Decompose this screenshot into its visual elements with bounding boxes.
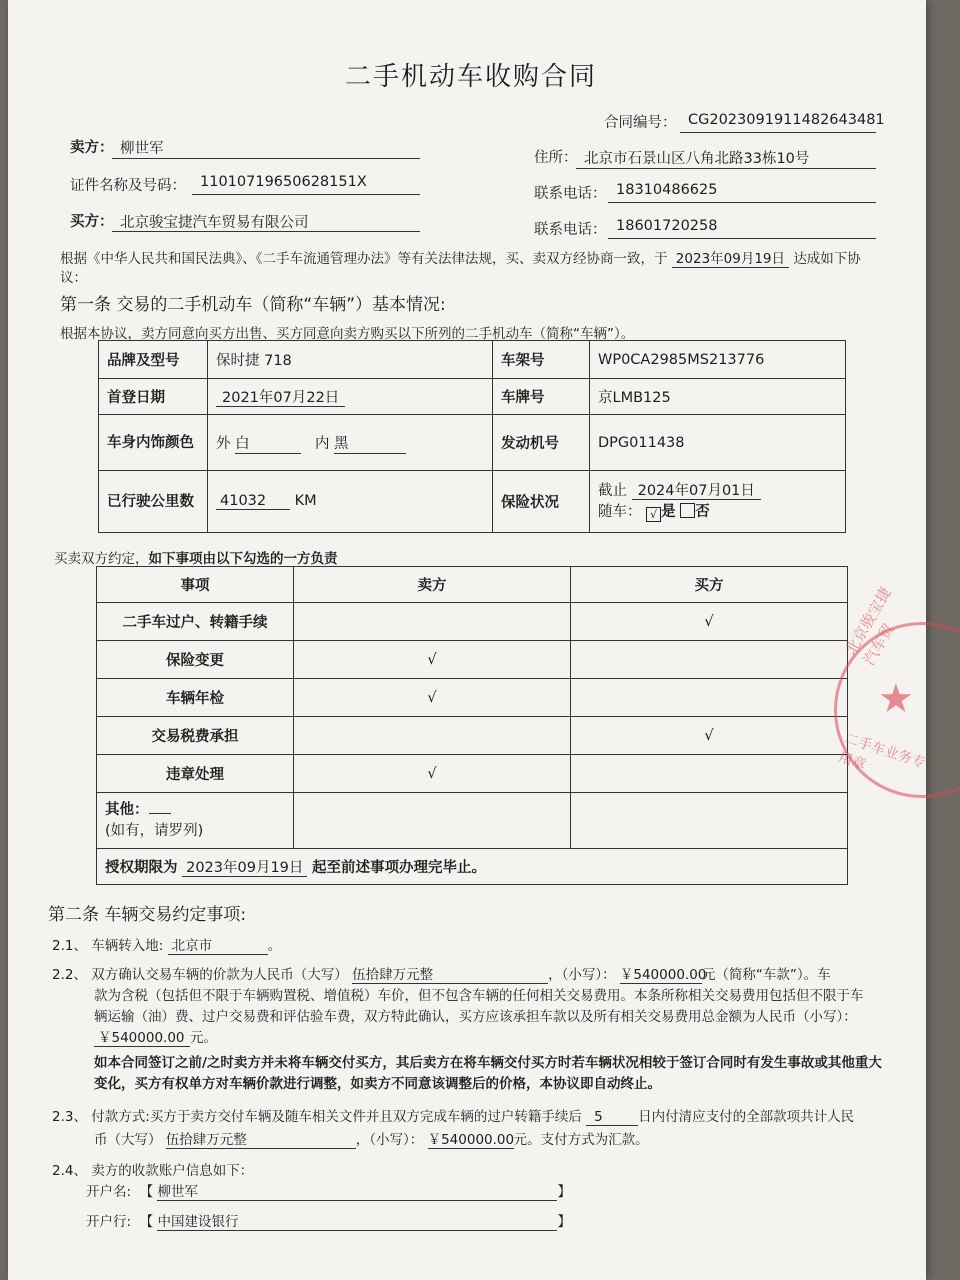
phone2-label: 联系电话： bbox=[534, 222, 607, 238]
insurance-date: 2024年07月01日 bbox=[632, 483, 761, 500]
plate-label: 车牌号 bbox=[493, 379, 590, 415]
account-name: 柳世军 bbox=[157, 1180, 557, 1201]
section-2-3-line2: 币（大写） 伍拾肆万元整 ，（小写）： ￥540000.00元。支付方式为汇款。 bbox=[94, 1128, 649, 1149]
brand-value: 保时捷 718 bbox=[208, 341, 493, 379]
other-hint: (如有，请罗列) bbox=[105, 822, 204, 839]
section-2-1: 2.1、 车辆转入地: 北京市 。 bbox=[52, 934, 281, 955]
bank-row: 开户行: 【 中国建设银行 】 bbox=[86, 1210, 571, 1231]
seller-label: 卖方： bbox=[70, 140, 114, 156]
total-amount: ￥540000.00 bbox=[94, 1026, 190, 1047]
reg-label: 首登日期 bbox=[99, 379, 208, 415]
stamp-text-bottom: 二手车业务专用章 bbox=[836, 730, 928, 774]
phone1-label: 联系电话： bbox=[534, 186, 607, 202]
reg-value: 2021年07月22日 bbox=[216, 390, 345, 407]
id-doc-value: 11010719650628151X bbox=[200, 174, 367, 190]
article1-desc: 根据本协议，卖方同意向买方出售、买方同意向卖方购买以下所列的二手机动车（简称“车辆”）。 bbox=[60, 326, 635, 342]
table-row: 二手车过户、转籍手续 √ bbox=[97, 603, 848, 641]
contract-no-label: 合同编号： bbox=[604, 115, 677, 131]
section-2-2-line4: ￥540000.00 元。 bbox=[94, 1026, 217, 1047]
table-row: 交易税费承担 √ bbox=[97, 717, 848, 755]
vin-value: WP0CA2985MS213776 bbox=[590, 341, 846, 379]
responsibility-table bbox=[96, 566, 848, 885]
price-adjust-clause: 如本合同签订之前/之时卖方并未将车辆交付买方，其后卖方在将车辆交付买方时若车辆状况相较于签订合同时有发生事故或其他重大变化，买方有权单方对车辆价款进行调整，如卖方不同意该调整后的价格，本协议即自动终止。 bbox=[94, 1055, 882, 1092]
account-name-row: 开户名: 【 柳世军 】 bbox=[86, 1180, 571, 1201]
plate-value: 京LMB125 bbox=[590, 379, 846, 415]
engine-value: DPG011438 bbox=[590, 415, 846, 471]
intro-date: 2023年09月19日 bbox=[672, 247, 789, 268]
buyer-label: 买方： bbox=[70, 214, 114, 230]
auth-date: 2023年09月19日 bbox=[182, 860, 307, 877]
authorization-row: 授权期限为 2023年09月19日 起至前述事项办理完毕止。 bbox=[97, 849, 848, 885]
address-label: 住所： bbox=[534, 150, 578, 166]
price-upper: 伍拾肆万元整 bbox=[352, 963, 548, 984]
table-row: 车辆年检 √ bbox=[97, 679, 848, 717]
seller-value: 柳世军 bbox=[120, 141, 164, 157]
engine-label: 发动机号 bbox=[493, 415, 590, 471]
section-2-2-line2: 款为含税（包括但不限于车辆购置税、增值税）车价，但不包含车辆的任何相关交易费用。本条所称相关交易费用包括但不限于车 bbox=[94, 988, 864, 1004]
payment-days: 5 bbox=[586, 1109, 638, 1126]
bank-name: 中国建设银行 bbox=[157, 1210, 557, 1231]
responsibility-header: 事项 卖方 买方 bbox=[97, 567, 848, 603]
other-value bbox=[149, 813, 171, 814]
intro-text: 根据《中华人民共和国民法典》、《二手车流通管理办法》等有关法律法规，买、卖双方经协商一致，于 2023年09月19日 达成如下协 bbox=[60, 247, 861, 268]
mileage-label: 已行驶公里数 bbox=[99, 471, 208, 533]
vin-label: 车架号 bbox=[493, 341, 590, 379]
buyer-value: 北京骏宝捷汽车贸易有限公司 bbox=[120, 215, 309, 231]
table-row: 保险变更 √ bbox=[97, 641, 848, 679]
payment-upper: 伍拾肆万元整 bbox=[166, 1128, 356, 1149]
ins-yes-checkbox[interactable]: √ bbox=[646, 507, 661, 522]
contract-paper bbox=[8, 0, 926, 1280]
interior-color: 黑 bbox=[334, 432, 406, 454]
stamp-star-icon: ★ bbox=[878, 676, 914, 722]
other-label: 其他： bbox=[105, 801, 149, 818]
phone1-value: 18310486625 bbox=[616, 182, 718, 198]
vehicle-table: 品牌及型号 保时捷 718 车架号 WP0CA2985MS213776 首登日期 2021年07月22日 车牌号 京LMB125 车身内饰颜色 外 白 内 黑 发动机号 DPG011438 已行驶公里数 41032 KM 保险状况 截止 2024年07月01日 随车： √ 是 否 bbox=[98, 340, 846, 533]
brand-label: 品牌及型号 bbox=[99, 341, 208, 379]
color-label: 车身内饰颜色 bbox=[99, 415, 208, 471]
stamp-text-top: 北京骏宝捷汽车贸 bbox=[841, 584, 899, 669]
phone2-value: 18601720258 bbox=[616, 218, 718, 234]
ins-no-checkbox[interactable] bbox=[680, 503, 695, 518]
agreement-note: 买卖双方约定，如下事项由以下勾选的一方负责 bbox=[54, 551, 338, 567]
section-2-2-line1: 2.2、 双方确认交易车辆的价款为人民币（大写） 伍拾肆万元整 ，（小写）： ￥540000.00元（简称“车款”）。车 bbox=[52, 963, 831, 984]
insurance-label: 保险状况 bbox=[493, 471, 590, 533]
other-row bbox=[97, 793, 848, 849]
exterior-color: 白 bbox=[235, 432, 301, 454]
payment-lower: ￥540000.00 bbox=[428, 1128, 514, 1149]
page-title: 二手机动车收购合同 bbox=[345, 62, 598, 92]
mileage-value: 41032 bbox=[216, 493, 290, 510]
table-row: 违章处理 √ bbox=[97, 755, 848, 793]
transfer-city: 北京市 bbox=[168, 934, 268, 955]
article2-title: 第二条 车辆交易约定事项: bbox=[48, 905, 247, 925]
section-2-3-line1: 2.3、 付款方式:买方于卖方交付车辆及随车相关文件并且双方完成车辆的过户转籍手续后 5 日内付清应支付的全部款项共计人民 bbox=[52, 1109, 855, 1125]
section-2-4: 2.4、 卖方的收款账户信息如下： bbox=[52, 1163, 254, 1179]
article1-title: 第一条 交易的二手机动车（简称“车辆”）基本情况: bbox=[60, 295, 446, 315]
contract-no-value: CG2023091911482643481 bbox=[688, 112, 885, 128]
price-lower: ￥540000.00 bbox=[620, 963, 702, 984]
id-doc-label: 证件名称及号码： bbox=[70, 178, 186, 194]
address-value: 北京市石景山区八角北路33栋10号 bbox=[584, 151, 810, 167]
intro-text-cont: 议： bbox=[60, 270, 87, 286]
section-2-2-line3: 辆运输（油）费、过户交易费和评估验车费，双方特此确认，买方应该承担车款以及所有相关交易费用总金额为人民币（小写）： bbox=[94, 1009, 857, 1025]
